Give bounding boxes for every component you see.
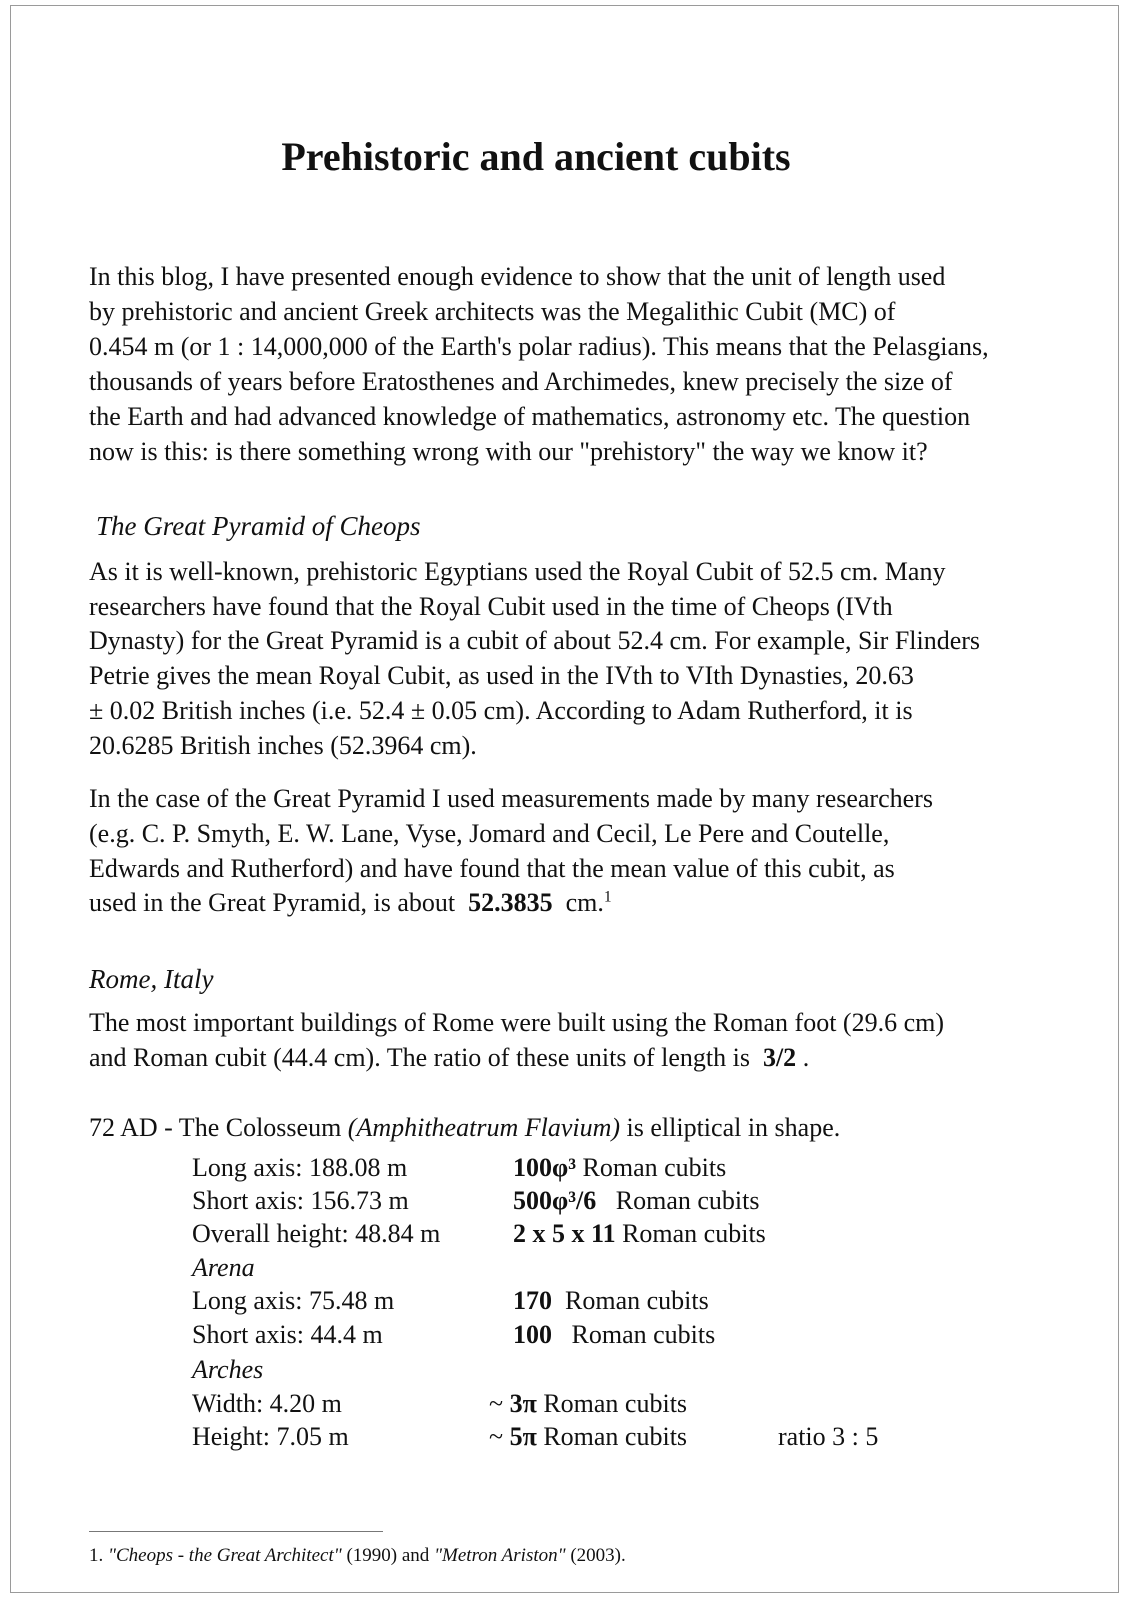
ratio-suffix: . [802, 1043, 810, 1072]
measurement-value [489, 1422, 687, 1452]
intro-line: now is this: is there something wrong with our "prehistory" the way we know it? [89, 437, 928, 466]
measurement-value [513, 1320, 715, 1350]
cheops-line [89, 888, 612, 918]
measurement-unit: Roman cubits [615, 1186, 760, 1215]
ratio-note: ratio 3 : 5 [778, 1422, 879, 1451]
rome-line: The most important buildings of Rome were built using the Roman foot (29.6 cm) [89, 1008, 944, 1037]
measurement-value-number: 100 [513, 1320, 552, 1349]
section-heading-rome: Rome, Italy [89, 964, 214, 994]
measurement-value-number: 500φ³/6 [513, 1186, 597, 1215]
page-title: Prehistoric and ancient cubits [281, 133, 791, 179]
cheops-line: Dynasty) for the Great Pyramid is a cubit of about 52.4 cm. For example, Sir Flinders [89, 626, 981, 655]
cheops-line: Edwards and Rutherford) and have found that the mean value of this cubit, as [89, 854, 895, 883]
measurement-value [513, 1186, 759, 1216]
subheading-arches: Arches [192, 1355, 264, 1384]
measurement-unit: Roman cubits [582, 1153, 727, 1182]
footnote-work-2: "Metron Ariston" [434, 1545, 566, 1566]
measurement-label: Short axis: 156.73 m [192, 1186, 409, 1215]
cheops-line: researchers have found that the Royal Cubit used in the time of Cheops (IVth [89, 592, 893, 621]
footnote-year-2: (2003). [570, 1545, 626, 1566]
intro-line: In this blog, I have presented enough evidence to show that the unit of length used [89, 262, 946, 291]
cheops-line-text: used in the Great Pyramid, is about [89, 888, 456, 917]
measurement-value [513, 1153, 726, 1183]
cheops-line: In the case of the Great Pyramid I used measurements made by many researchers [89, 784, 933, 813]
rome-line [89, 1043, 809, 1073]
royal-cubit-unit: cm. [565, 888, 604, 917]
measurement-unit: Roman cubits [543, 1422, 688, 1451]
colosseum-latin-name: (Amphitheatrum Flavium) [347, 1113, 621, 1142]
measurement-value-number: 2 x 5 x 11 [513, 1219, 616, 1248]
footnote-year-1: (1990) and [346, 1545, 430, 1566]
intro-line: thousands of years before Eratosthenes and Archimedes, knew precisely the size of [89, 367, 953, 396]
measurement-unit: Roman cubits [622, 1219, 766, 1248]
measurement-value-number: 170 [513, 1286, 552, 1315]
colosseum-intro [89, 1113, 840, 1143]
colosseum-intro-prefix: 72 AD - The Colosseum [89, 1113, 342, 1142]
measurement-label: Overall height: 48.84 m [192, 1219, 441, 1248]
cheops-line: 20.6285 British inches (52.3964 cm). [89, 731, 477, 760]
measurement-label: Height: 7.05 m [192, 1422, 349, 1451]
cheops-line: (e.g. C. P. Smyth, E. W. Lane, Vyse, Jomard and Cecil, Le Pere and Coutelle, [89, 819, 890, 848]
footnote-marker: 1 [603, 888, 612, 906]
measurement-value-number: 100φ³ [513, 1153, 577, 1182]
intro-line: 0.454 m (or 1 : 14,000,000 of the Earth's polar radius). This means that the Pelasgians, [89, 332, 989, 361]
colosseum-intro-suffix: is elliptical in shape. [626, 1113, 841, 1142]
measurement-unit: Roman cubits [571, 1320, 716, 1349]
cheops-line: Petrie gives the mean Royal Cubit, as used in the IVth to VIth Dynasties, 20.63 [89, 661, 914, 690]
footnote [89, 1545, 626, 1567]
subheading-arena: Arena [192, 1253, 255, 1282]
measurement-label: Short axis: 44.4 m [192, 1320, 383, 1349]
approx-sign: ~ [489, 1422, 504, 1451]
measurement-value-number: 3π [509, 1389, 537, 1418]
intro-line: by prehistoric and ancient Greek architects was the Megalithic Cubit (MC) of [89, 297, 896, 326]
royal-cubit-value: 52.3835 [468, 888, 553, 917]
measurement-value [489, 1389, 687, 1419]
cheops-line: ± 0.02 British inches (i.e. 52.4 ± 0.05 cm). According to Adam Rutherford, it is [89, 696, 913, 725]
measurement-value [513, 1286, 709, 1316]
rome-line-text: and Roman cubit (44.4 cm). The ratio of these units of length is [89, 1043, 750, 1072]
measurement-unit: Roman cubits [565, 1286, 709, 1315]
cheops-line: As it is well-known, prehistoric Egyptians used the Royal Cubit of 52.5 cm. Many [89, 557, 946, 586]
ratio-value: 3/2 [762, 1043, 797, 1072]
footnote-work-1: "Cheops - the Great Architect" [108, 1545, 342, 1566]
footnote-number: 1. [89, 1545, 104, 1566]
measurement-label: Long axis: 188.08 m [192, 1153, 408, 1182]
measurement-unit: Roman cubits [543, 1389, 688, 1418]
measurement-value [513, 1219, 766, 1249]
measurement-label: Long axis: 75.48 m [192, 1286, 395, 1315]
measurement-label: Width: 4.20 m [192, 1389, 342, 1418]
approx-sign: ~ [489, 1389, 504, 1418]
section-heading-cheops: The Great Pyramid of Cheops [96, 511, 421, 541]
footnote-divider [89, 1531, 383, 1532]
measurement-value-number: 5π [509, 1422, 537, 1451]
intro-line: the Earth and had advanced knowledge of mathematics, astronomy etc. The question [89, 402, 971, 431]
